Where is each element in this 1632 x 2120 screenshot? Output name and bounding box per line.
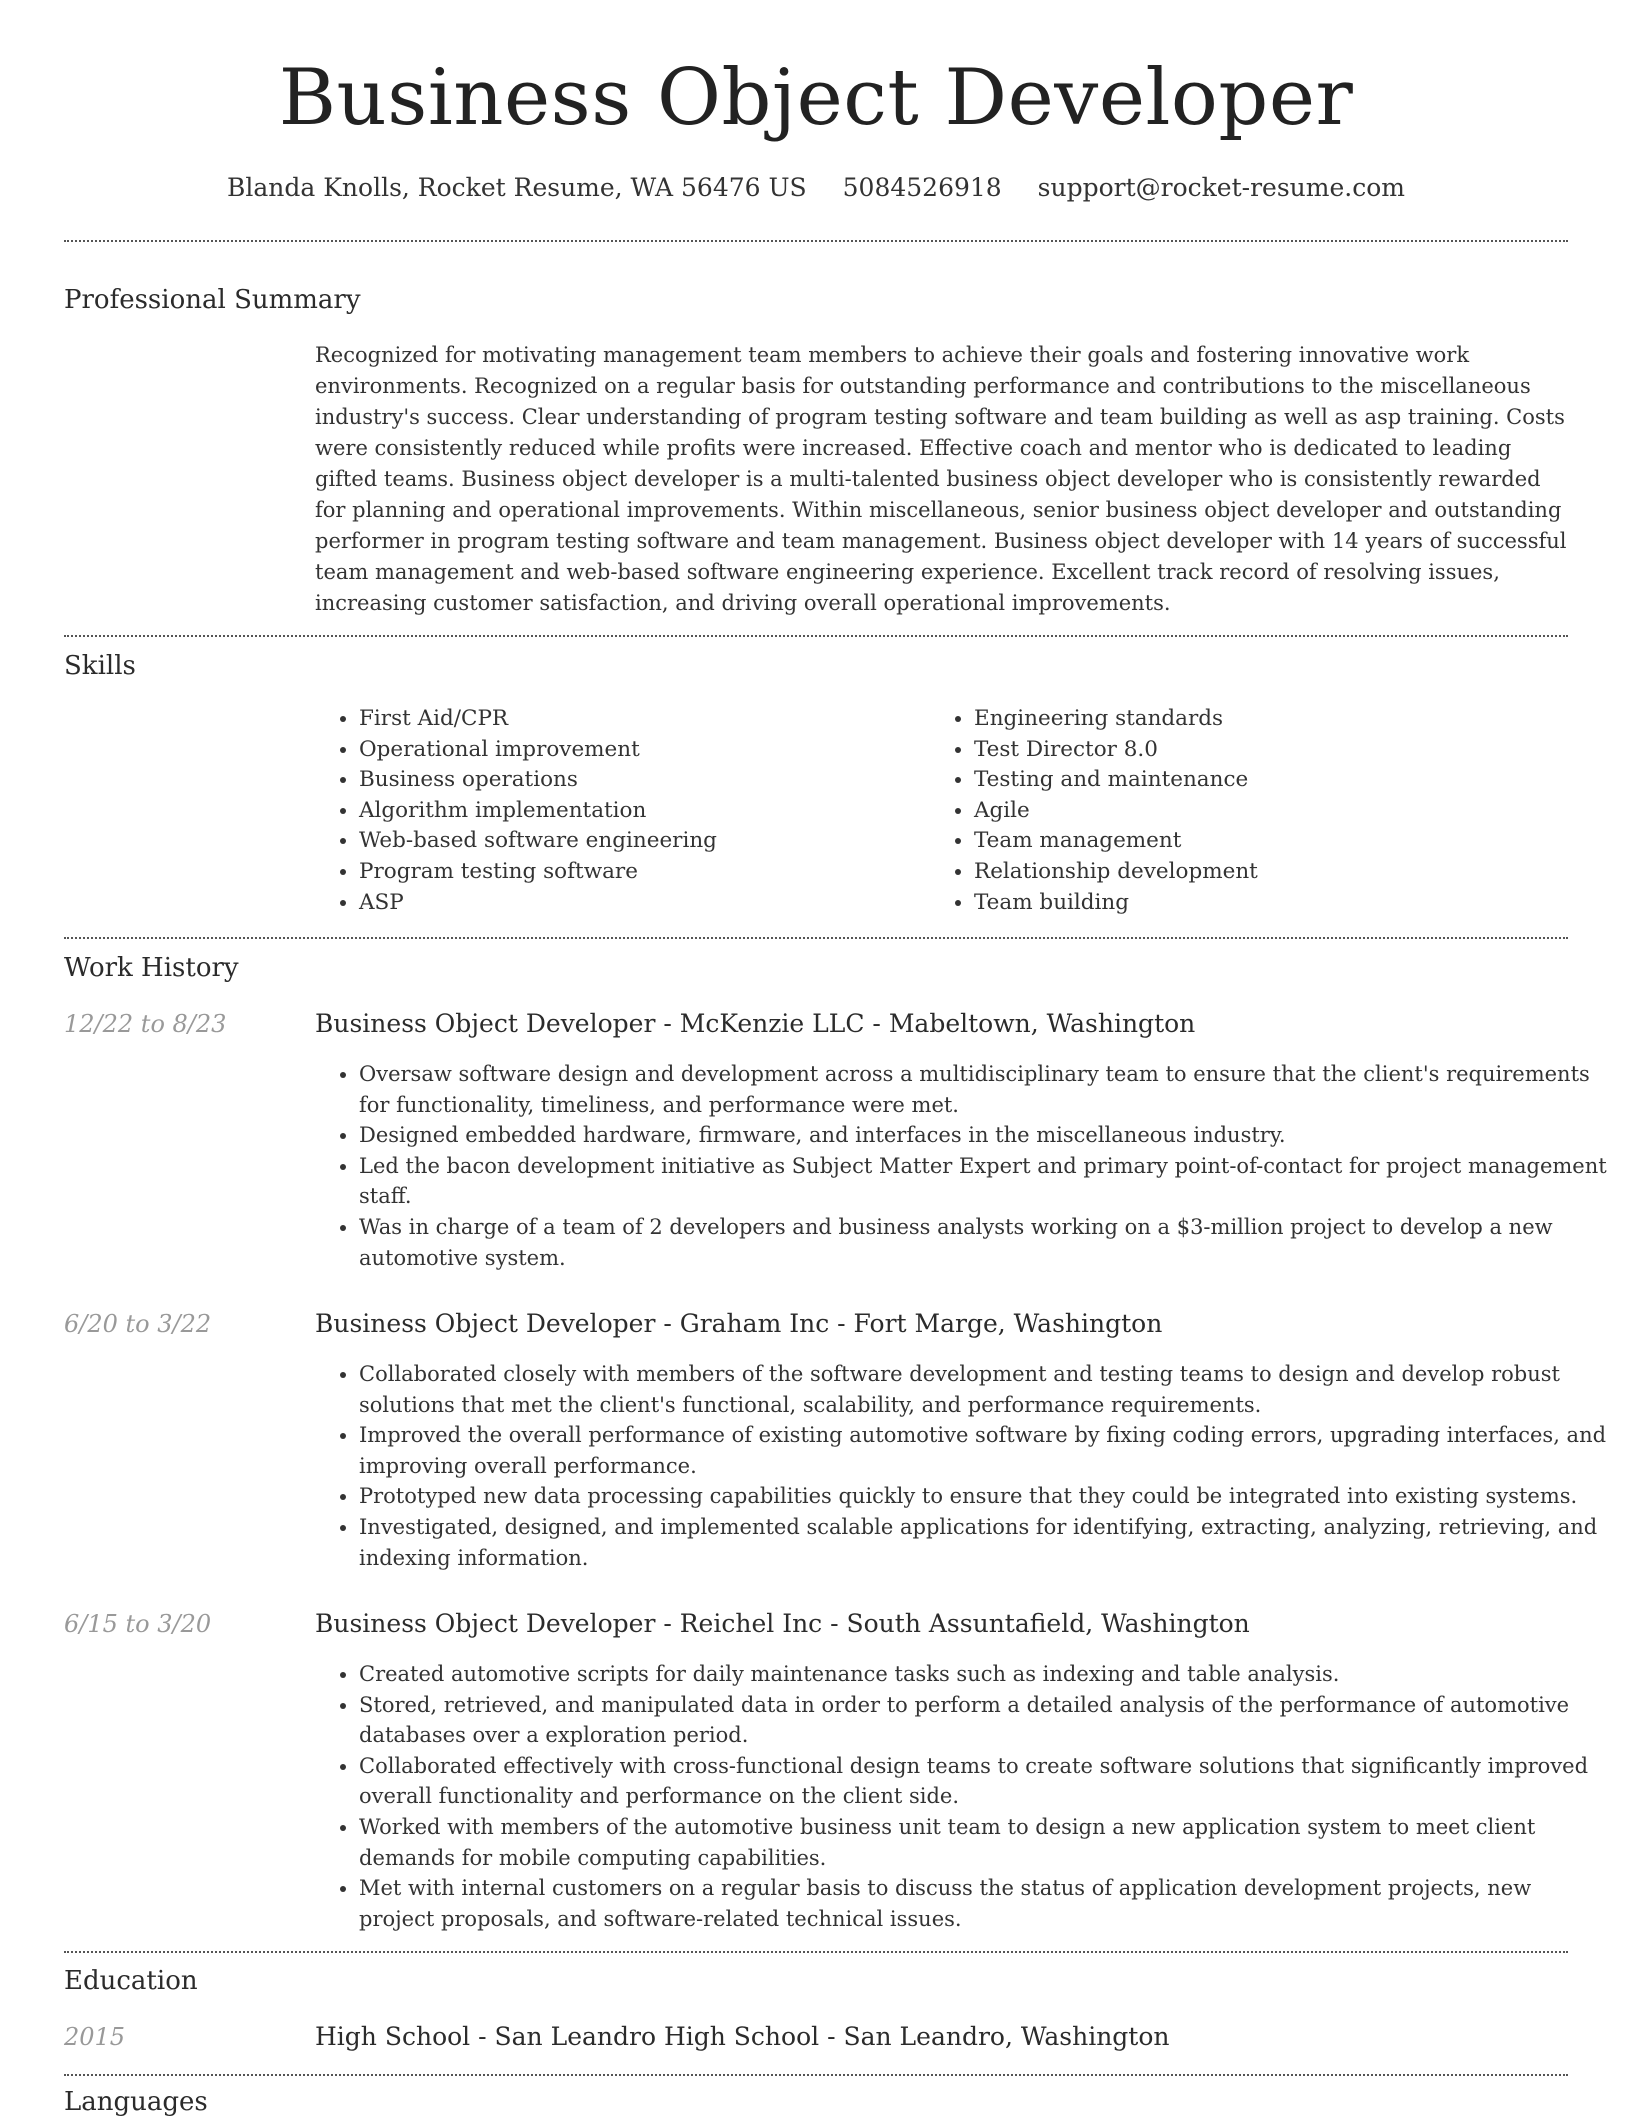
contact-line [0, 170, 1632, 206]
job-bullets [315, 1659, 1612, 1934]
section-divider [64, 240, 1568, 242]
skill-item: • Team building [974, 888, 1534, 919]
skill-item: • Web-based software engineering [359, 826, 919, 857]
job-title: Business Object Developer - Graham Inc - Fort Marge, Washington [315, 1309, 1163, 1338]
job-bullet: • Met with internal customers on a regular basis to discuss the status of application development projects, new project proposals, and software-related technical issues. [359, 1873, 1612, 1934]
skill-item: • Business operations [359, 765, 919, 796]
summary-heading: Professional Summary [64, 285, 361, 315]
section-divider [64, 635, 1568, 637]
section-divider [64, 937, 1568, 939]
job-title: Business Object Developer - McKenzie LLC - Mabeltown, Washington [315, 1009, 1196, 1038]
job-bullet: • Improved the overall performance of existing automotive software by fixing coding errors, upgrading interfaces, and improving overall performance. [359, 1420, 1612, 1481]
skill-item: • Operational improvement [359, 735, 919, 766]
work-heading: Work History [64, 953, 239, 983]
skill-item: • First Aid/CPR [359, 704, 919, 735]
resume-title: Business Object Developer [278, 53, 1354, 143]
job-bullet: • Designed embedded hardware, firmware, and interfaces in the miscellaneous industry. [359, 1120, 1612, 1151]
education-year: 2015 [64, 2023, 126, 2051]
skills-list-right [930, 704, 1534, 918]
job-bullet: • Collaborated closely with members of the software development and testing teams to design and develop robust solutions that met the client's functional, scalability, and performance requirements. [359, 1359, 1612, 1420]
skill-item: • Testing and maintenance [974, 765, 1534, 796]
skill-item: • ASP [359, 888, 919, 919]
job-bullet: • Oversaw software design and development across a multidisciplinary team to ensure that the client's requirements for functionality, timeliness, and performance were met. [359, 1059, 1612, 1120]
skill-item: • Team management [974, 826, 1534, 857]
job-bullet: • Led the bacon development initiative as Subject Matter Expert and primary point-of-contact for project management staff. [359, 1151, 1612, 1212]
job-dates: 6/20 to 3/22 [64, 1310, 212, 1338]
contact-address: Blanda Knolls, Rocket Resume, WA 56476 US [227, 173, 807, 202]
skill-item: • Engineering standards [974, 704, 1534, 735]
job-bullet: • Investigated, designed, and implemented scalable applications for identifying, extracting, analyzing, retrieving, and indexing information. [359, 1512, 1612, 1573]
job-bullet: • Stored, retrieved, and manipulated data in order to perform a detailed analysis of the performance of automotive databases over a exploration period. [359, 1690, 1612, 1751]
job-bullet: • Created automotive scripts for daily maintenance tasks such as indexing and table analysis. [359, 1659, 1612, 1690]
job-dates: 6/15 to 3/20 [64, 1610, 212, 1638]
section-divider [64, 1951, 1568, 1953]
skill-item: • Relationship development [974, 857, 1534, 888]
education-entry: High School - San Leandro High School - San Leandro, Washington [315, 2022, 1170, 2051]
job-title: Business Object Developer - Reichel Inc - South Assuntafield, Washington [315, 1609, 1250, 1638]
section-divider [64, 2074, 1568, 2076]
summary-text: Recognized for motivating management team members to achieve their goals and fostering innovative work environments. Recognized on a regular basis for outstanding performance and contributions to the miscellaneous industry's success. Clear understanding of program testing software and team building as well as asp training. Costs were consistently reduced while profits were increased. Effective coach and mentor who is dedicated to leading gifted teams. Business object developer is a multi-talented business object developer who is consistently rewarded for planning and operational improvements. Within miscellaneous, senior business object developer and outstanding performer in program testing software and team management. Business object developer with 14 years of successful team management and web-based software engineering experience. Excellent track record of resolving issues, increasing customer satisfaction, and driving overall operational improvements. [315, 343, 1567, 615]
skill-item: • Agile [974, 796, 1534, 827]
skill-item: • Program testing software [359, 857, 919, 888]
job-bullets [315, 1059, 1612, 1273]
skill-item: • Test Director 8.0 [974, 735, 1534, 766]
contact-phone[interactable]: 5084526918 [842, 173, 1002, 202]
job-bullet: • Worked with members of the automotive business unit team to design a new application system to meet client demands for mobile computing capabilities. [359, 1812, 1612, 1873]
skills-heading: Skills [64, 651, 136, 681]
languages-heading: Languages [64, 2087, 208, 2117]
job-bullets [315, 1359, 1612, 1573]
job-dates: 12/22 to 8/23 [64, 1010, 227, 1038]
job-bullet: • Was in charge of a team of 2 developers and business analysts working on a $3-million project to develop a new automotive system. [359, 1212, 1612, 1273]
skill-item: • Algorithm implementation [359, 796, 919, 827]
job-bullet: • Prototyped new data processing capabilities quickly to ensure that they could be integrated into existing systems. [359, 1481, 1612, 1512]
job-bullet: • Collaborated effectively with cross-functional design teams to create software solutions that significantly improved overall functionality and performance on the client side. [359, 1751, 1612, 1812]
contact-email[interactable]: support@rocket-resume.com [1037, 173, 1405, 202]
education-heading: Education [64, 1966, 198, 1996]
skills-list-left [315, 704, 919, 918]
